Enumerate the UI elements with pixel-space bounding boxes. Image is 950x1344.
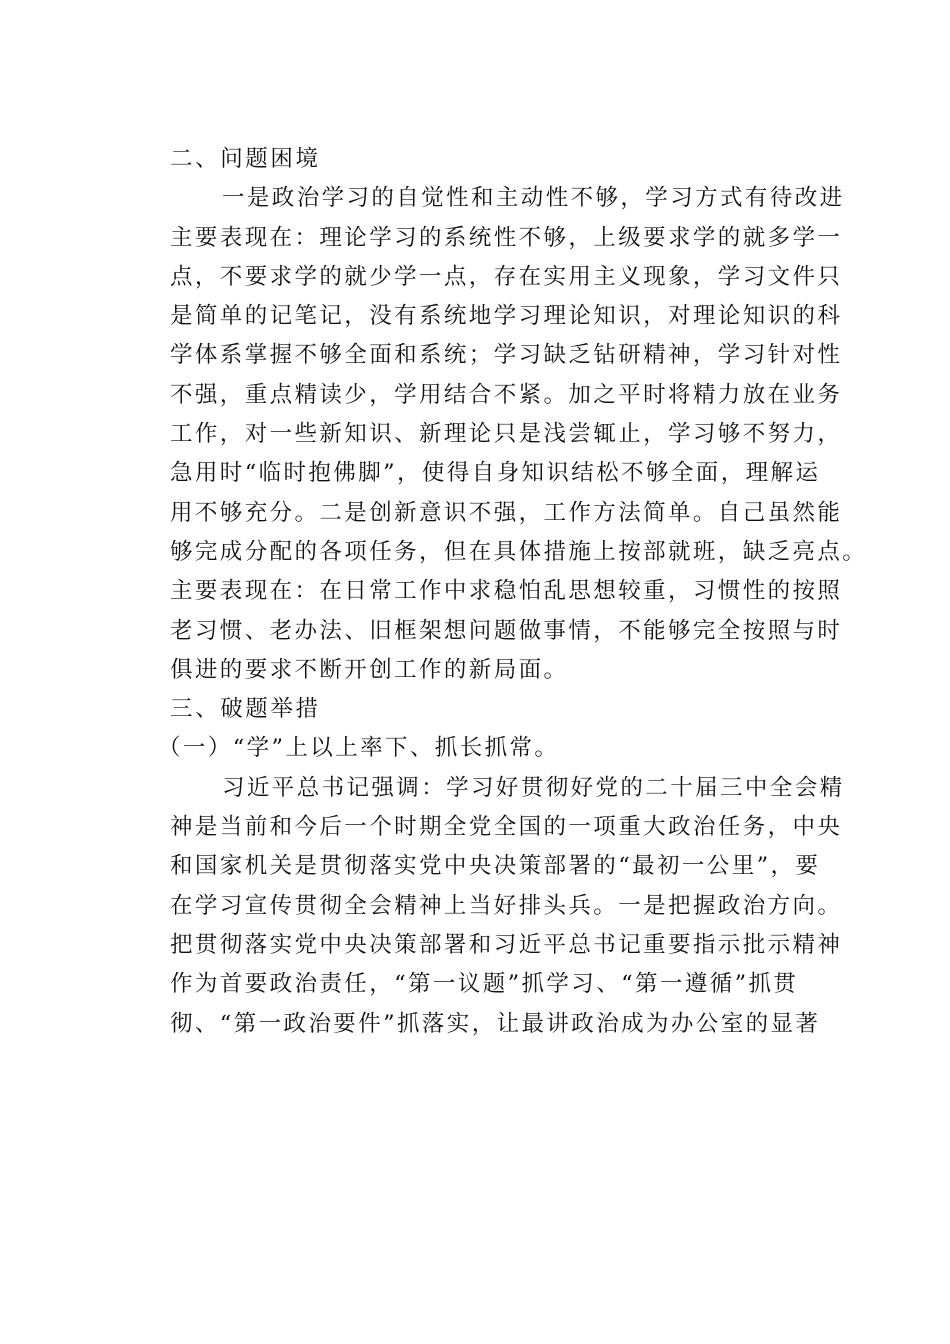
text-line: 老习惯、老办法、旧框架想问题做事情，不能够完全按照与时 xyxy=(170,617,843,644)
text-line: 主要表现在：理论学习的系统性不够，上级要求学的就多学一 xyxy=(170,224,843,251)
text-line: 不强，重点精读少，学用结合不紧。加之平时将精力放在业务 xyxy=(170,381,843,408)
section-heading-measures: 三、破题举措 xyxy=(170,696,321,723)
text-line: 彻、“第一政治要件”抓落实，让最讲政治成为办公室的显著 xyxy=(170,1010,821,1037)
text-line: 主要表现在：在日常工作中求稳怕乱思想较重，习惯性的按照 xyxy=(170,578,843,605)
text-line: 急用时“临时抱佛脚”，使得自身知识结松不够全面，理解运 xyxy=(170,460,821,487)
section-heading-problems: 二、问题困境 xyxy=(170,146,321,172)
document-body xyxy=(118,140,868,1044)
text-line: 一是政治学习的自觉性和主动性不够，学习方式有待改进 xyxy=(222,185,845,212)
text-line: 习近平总书记强调：学习好贯彻好党的二十届三中全会精 xyxy=(222,774,845,801)
text-line: 学体系掌握不够全面和系统；学习缺乏钻研精神，学习针对性 xyxy=(170,342,843,369)
text-line: 神是当前和今后一个时期全党全国的一项重大政治任务，中央 xyxy=(170,814,843,841)
text-line: 是简单的记笔记，没有系统地学习理论知识，对理论知识的科 xyxy=(170,303,843,330)
text-line: 点，不要求学的就少学一点，存在实用主义现象，学习文件只 xyxy=(170,263,843,290)
text-line: 工作，对一些新知识、新理论只是浅尝辄止，学习够不努力， xyxy=(170,421,843,448)
text-line: 俱进的要求不断开创工作的新局面。 xyxy=(170,656,569,683)
text-line: 在学习宣传贯彻全会精神上当好排头兵。一是把握政治方向。 xyxy=(170,892,843,919)
text-line: 作为首要政治责任，“第一议题”抓学习、“第一遵循”抓贯 xyxy=(170,971,799,998)
paragraph-measures xyxy=(118,769,845,1044)
text-line: 把贯彻落实党中央决策部署和习近平总书记重要指示批示精神 xyxy=(170,931,843,958)
paragraph-problems xyxy=(118,179,868,690)
text-line: 和国家机关是贯彻落实党中央决策部署的“最初一公里”，要 xyxy=(170,853,821,880)
text-line: 用不够充分。二是创新意识不强，工作方法简单。自己虽然能 xyxy=(170,499,843,526)
text-line: 够完成分配的各项任务，但在具体措施上按部就班，缺乏亮点。 xyxy=(170,538,868,565)
subsection-heading-study: （一）“学”上以上率下、抓长抓常。 xyxy=(158,735,560,762)
